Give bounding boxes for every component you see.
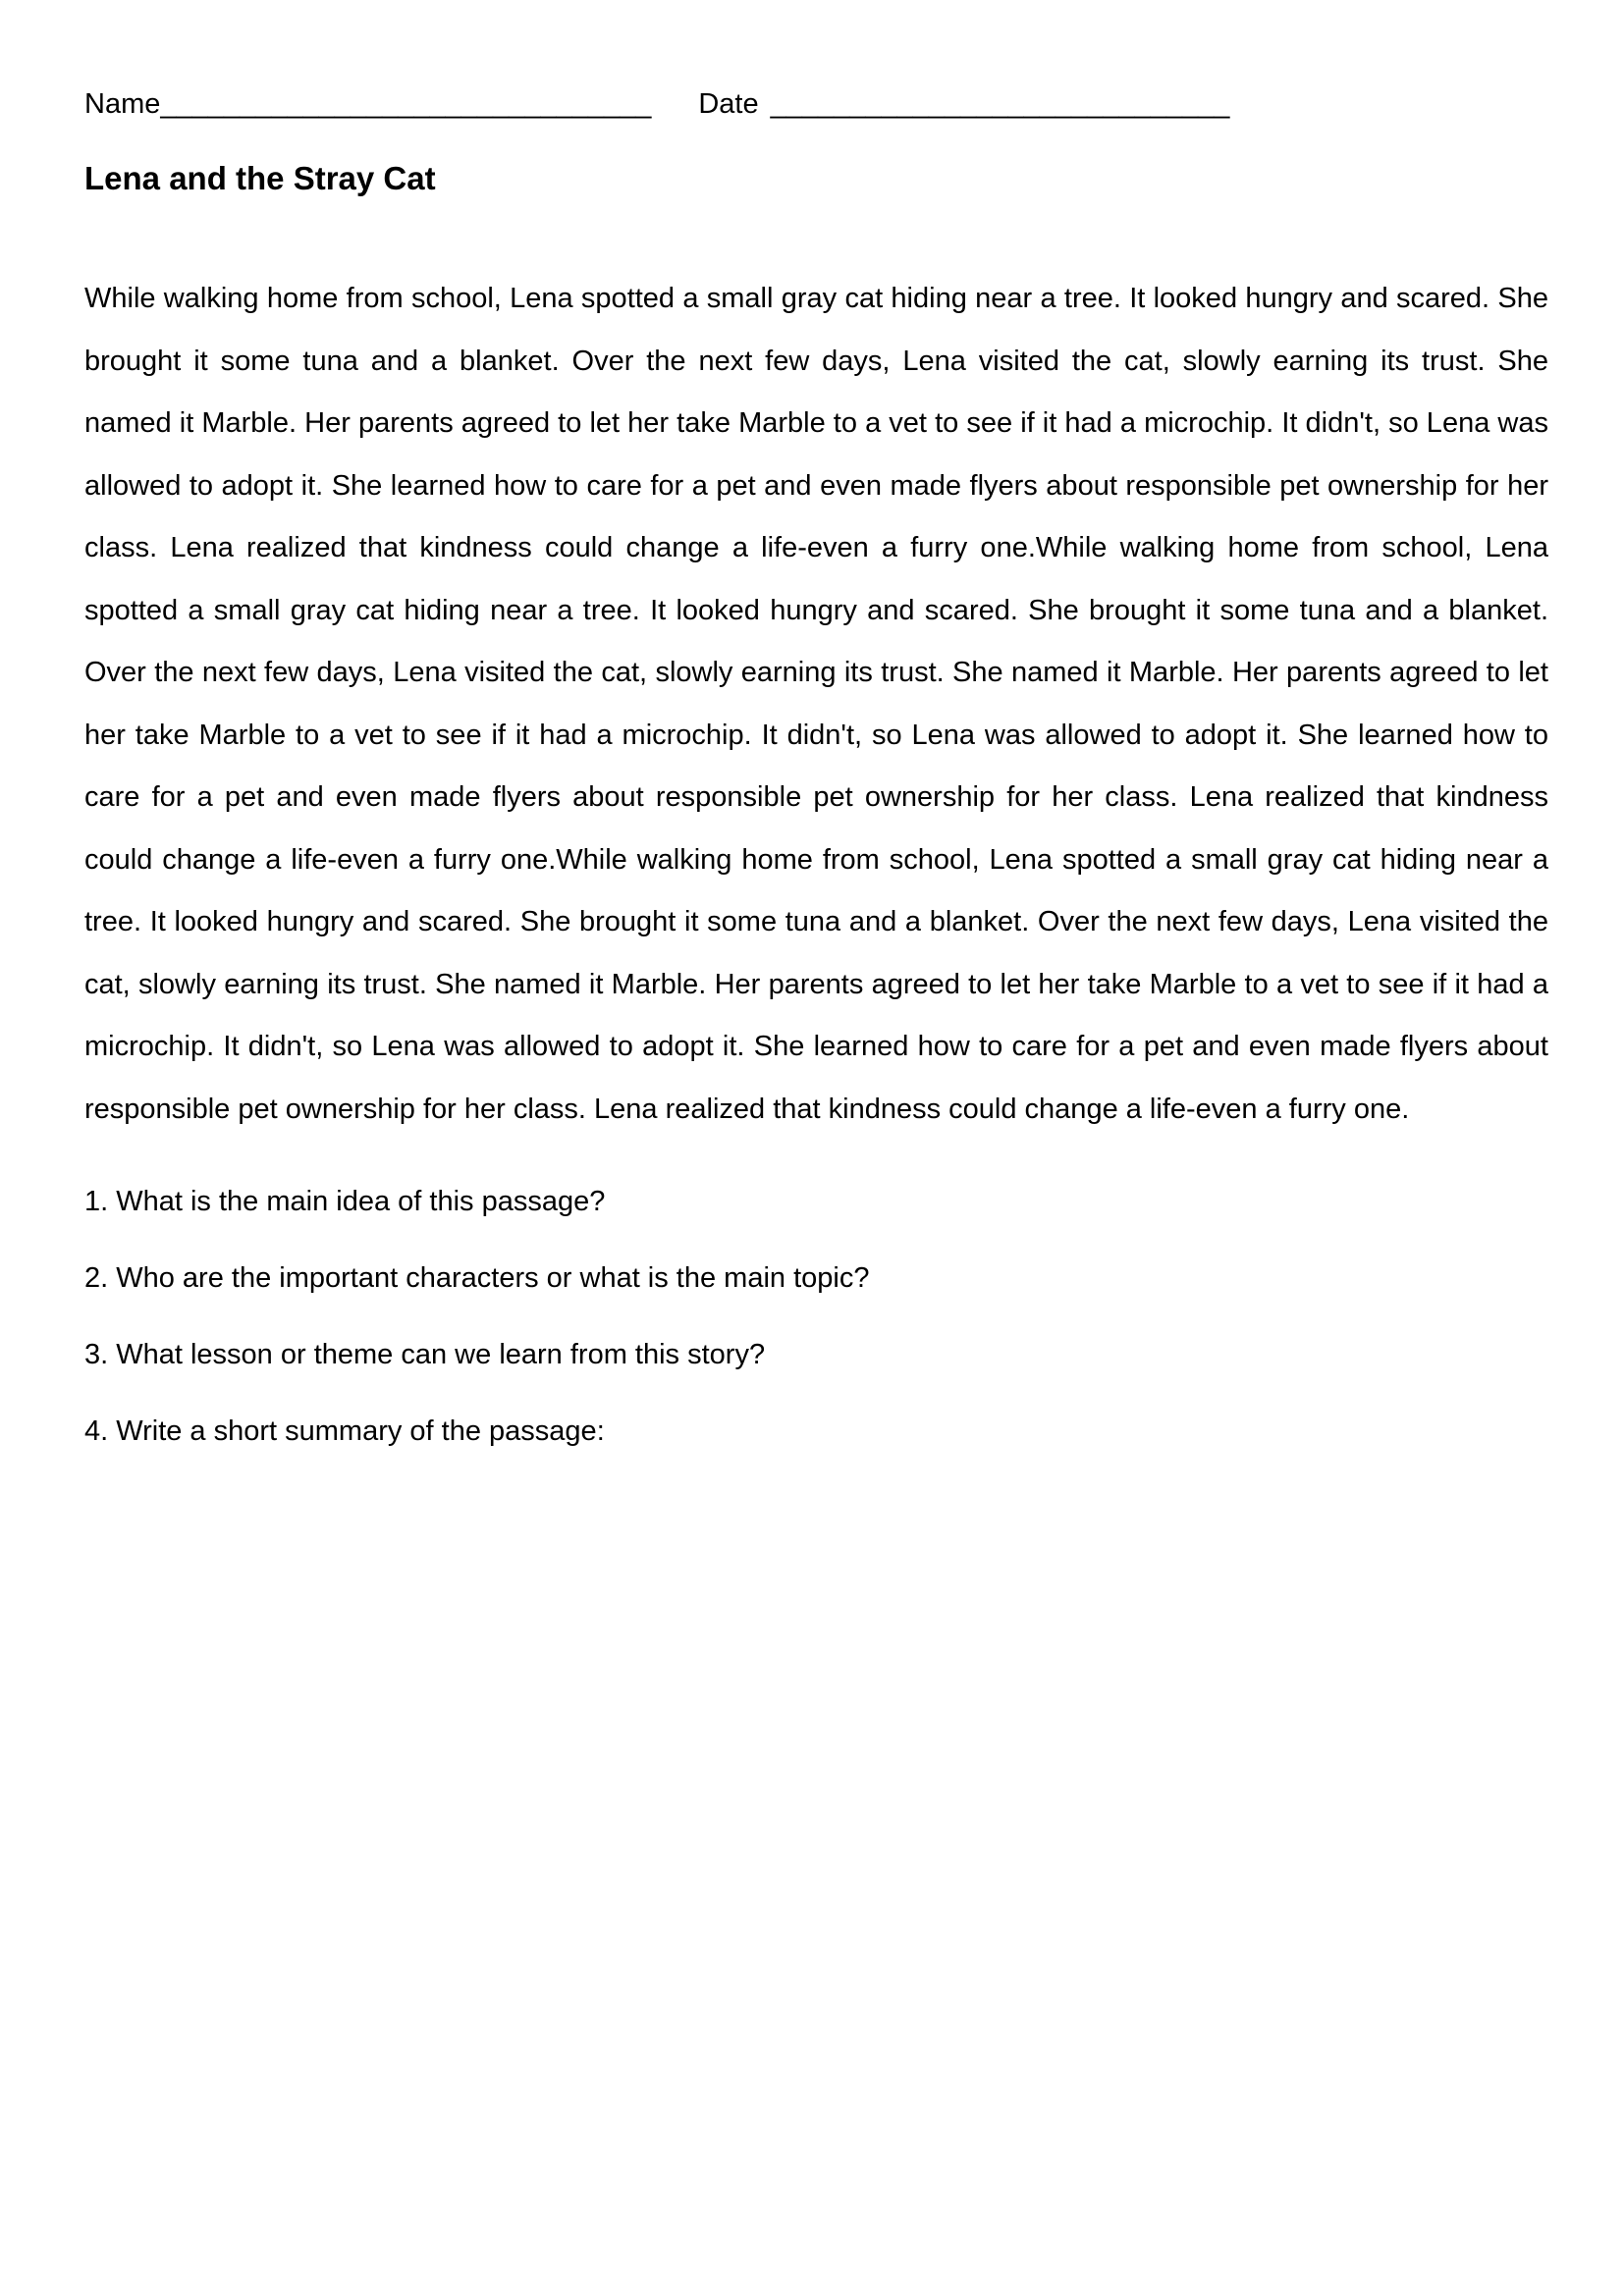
- passage-text: While walking home from school, Lena spotted a small gray cat hiding near a tree. It looked hungry and scared. She brought it some tuna and a blanket. Over the next few days, Lena visited the cat, slowly earning its trust. She named it Marble. Her parents agreed to let her take Marble to a vet to see if it had a microchip. It didn't, so Lena was allowed to adopt it. She learned how to care for a pet and even made flyers about responsible pet ownership for her class. Lena realized that kindness could change a life-even a furry one.While walking home from school, Lena spotted a small gray cat hiding near a tree. It looked hungry and scared. She brought it some tuna and a blanket. Over the next few days, Lena visited the cat, slowly earning its trust. She named it Marble. Her parents agreed to let her take Marble to a vet to see if it had a microchip. It didn't, so Lena was allowed to adopt it. She learned how to care for a pet and even made flyers about responsible pet ownership for her class. Lena realized that kindness could change a life-even a furry one.While walking home from school, Lena spotted a small gray cat hiding near a tree. It looked hungry and scared. She brought it some tuna and a blanket. Over the next few days, Lena visited the cat, slowly earning its trust. She named it Marble. Her parents agreed to let her take Marble to a vet to see if it had a microchip. It didn't, so Lena was allowed to adopt it. She learned how to care for a pet and even made flyers about responsible pet ownership for her class. Lena realized that kindness could change a life-even a furry one.: [84, 283, 1548, 1125]
- page-title: Lena and the Stray Cat: [84, 160, 436, 196]
- question-3: 3. What lesson or theme can we learn from this story?: [84, 1339, 766, 1370]
- name-blank-line: _______________________________: [160, 88, 652, 120]
- question-1: 1. What is the main idea of this passage?: [84, 1186, 606, 1217]
- question-2: 2. Who are the important characters or what is the main topic?: [84, 1262, 870, 1294]
- name-label: Name: [84, 88, 161, 120]
- name-date-row: [84, 88, 1548, 121]
- questions-list: [84, 1186, 1548, 1448]
- date-blank-line: _____________________________: [770, 88, 1230, 120]
- date-label: Date: [698, 88, 759, 120]
- question-4: 4. Write a short summary of the passage:: [84, 1415, 605, 1447]
